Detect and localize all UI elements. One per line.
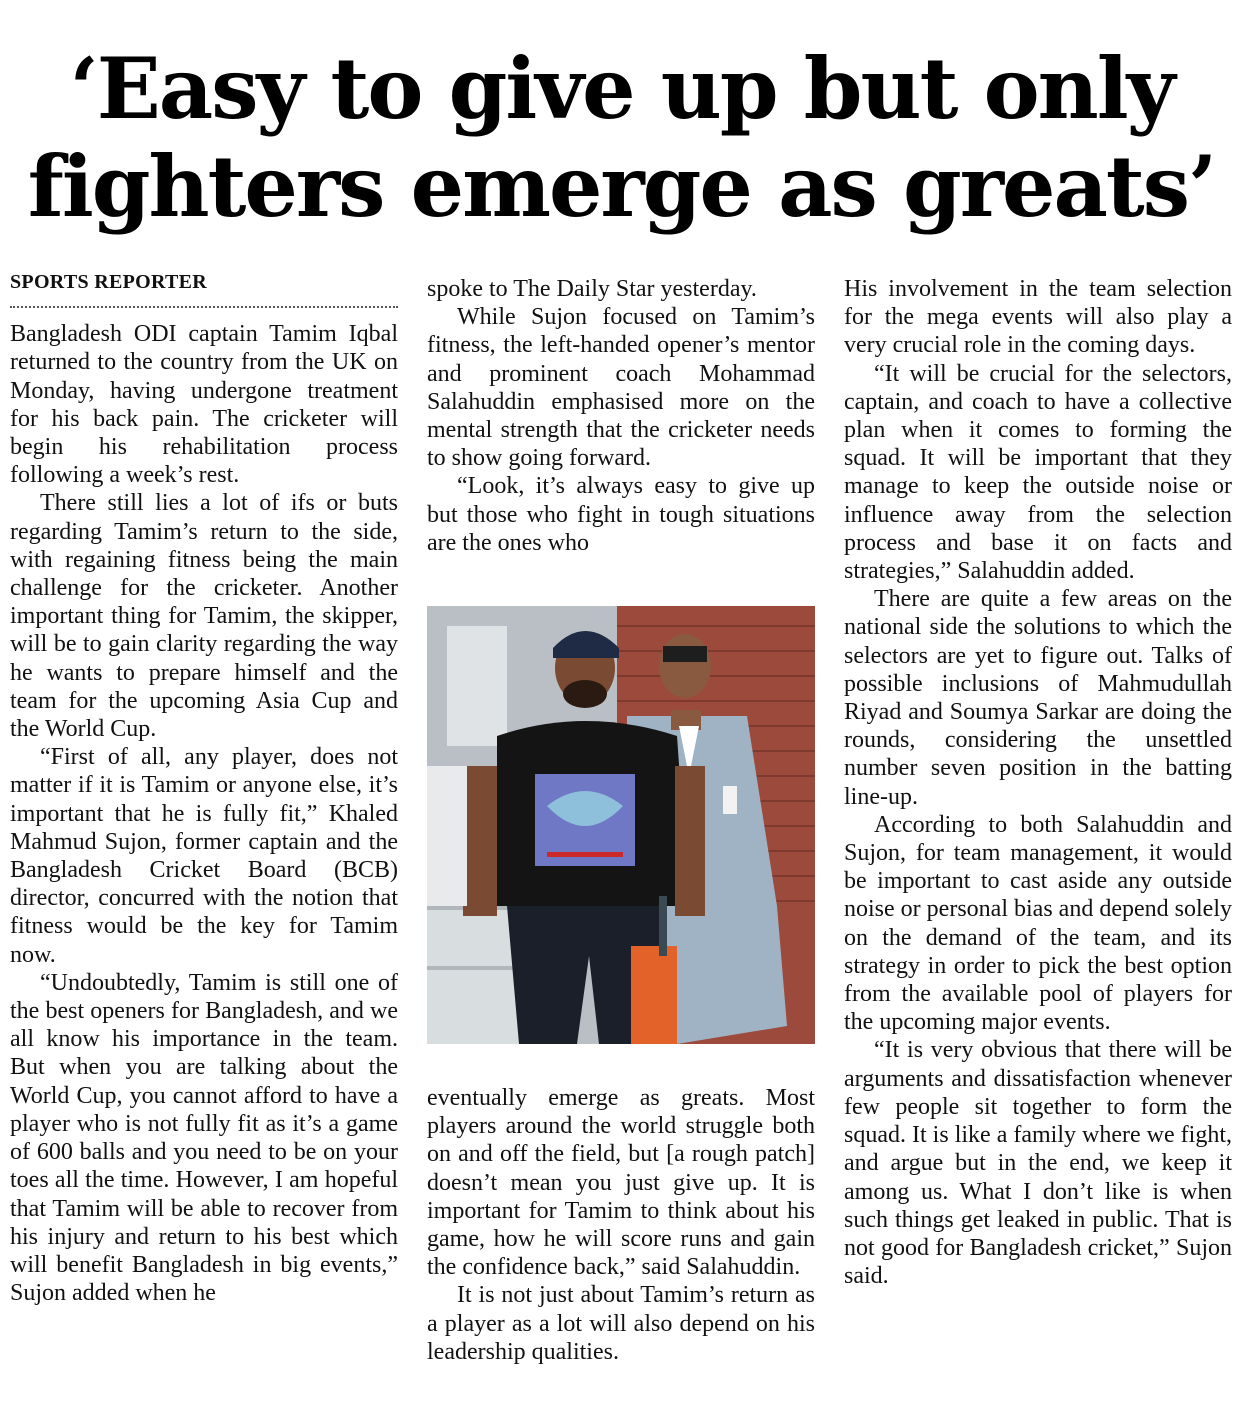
paragraph: His involvement in the team selection for the mega events will also play a very crucial role in the coming days.: [844, 276, 1232, 359]
byline: SPORTS REPORTER: [10, 268, 398, 308]
photo-of-cricketer-walking-through-airport-icon: [427, 606, 815, 1044]
article-column-2-bottom: [427, 1084, 815, 1366]
paragraph: According to both Salahuddin and Sujon, for team management, it would be important to cast aside any outside noise or personal bias and depend solely on the demand of the team, and its strategy in order to pick the best option from the available pool of players for the upcoming major events.: [844, 811, 1232, 1036]
paragraph: eventually emerge as greats. Most players around the world struggle both on and off the field, but [a rough patch] doesn’t mean you just give up. It is important for Tamim to think about his game, how he will score runs and gain the confidence back,” said Salahuddin.: [427, 1085, 815, 1281]
paragraph: There are quite a few areas on the national side the solutions to which the selectors are yet to figure out. Talks of possible inclusions of Mahmudullah Riyad and Soumya Sarkar are doing the rounds, considering the unsettled number seven position in the batting line-up.: [844, 586, 1232, 810]
paragraph: “It will be crucial for the selectors, captain, and coach to have a collective plan when it comes to forming the squad. It will be important that they manage to keep the outside noise or influence away from the selection process and base it on facts and strategies,” Salahuddin added.: [844, 360, 1232, 585]
article-column-3: [844, 275, 1232, 1290]
paragraph: While Sujon focused on Tamim’s fitness, the left-handed opener’s mentor and prominent coach Mohammad Salahuddin emphasised more on the mental strength that the cricketer needs to show going forward.: [427, 304, 815, 472]
paragraph: It is not just about Tamim’s return as a player as a lot will also depend on his leadership qualities.: [427, 1282, 815, 1365]
headline: [10, 40, 1233, 236]
headline-line-1: ‘Easy to give up but only: [69, 39, 1174, 138]
article-column-1: [10, 268, 398, 1307]
paragraph: There still lies a lot of ifs or buts regarding Tamim’s return to the side, with regaining fitness being the main challenge for the cricketer. Another important thing for Tamim, the skipper, will be to gain clarity regarding the way he wants to prepare himself and the team for the upcoming Asia Cup and the World Cup.: [10, 490, 398, 743]
paragraph: Bangladesh ODI captain Tamim Iqbal returned to the country from the UK on Monday, having undergone treatment for his back pain. The cricketer will begin his rehabilitation process following a week’s rest.: [10, 321, 398, 489]
paragraph: “It is very obvious that there will be arguments and dissatisfaction whenever few people sit together to form the squad. It is like a family where we fight, and argue but in the end, we keep it among us. What I don’t like is when such things get leaked in public. That is not good for Bangladesh cricket,” Sujon said.: [844, 1037, 1232, 1290]
paragraph: spoke to The Daily Star yesterday.: [427, 276, 757, 302]
paragraph: “Undoubtedly, Tamim is still one of the best openers for Bangladesh, and we all know his importance in the team. But when you are talking about the World Cup, you cannot afford to have a player who is not fully fit as it’s a game of 600 balls and you need to be on your toes all the time. However, I am hopeful that Tamim will be able to recover from his injury and return to his best which will benefit Bangladesh in big events,” Sujon added when he: [10, 969, 398, 1307]
paragraph: “Look, it’s always easy to give up but those who fight in tough situations are the ones who: [427, 473, 815, 556]
headline-line-2: fighters emerge as greats’: [27, 137, 1216, 236]
paragraph: “First of all, any player, does not matter if it is Tamim or anyone else, it’s important that he is fully fit,” Khaled Mahmud Sujon, former captain and the Bangladesh Cricket Board (BCB) director, concurred with the notion that fitness would be the key for Tamim now.: [10, 744, 398, 968]
article-photo: [427, 606, 815, 1044]
article-column-2-top: [427, 275, 815, 557]
